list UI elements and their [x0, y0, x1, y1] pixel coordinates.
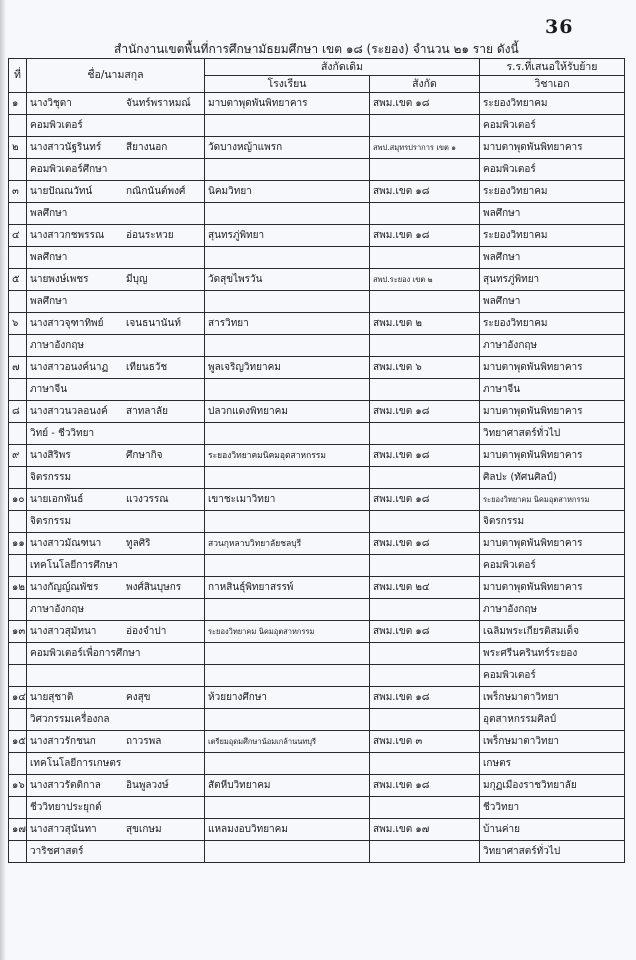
table-row [9, 577, 625, 599]
origin-school: ระยองวิทยาคมนิคมอุตสาหกรรม [205, 445, 370, 467]
surname: ถาวรพล [126, 735, 162, 747]
header-subject: วิชาเอก [480, 76, 625, 93]
page-number: 36 [545, 16, 574, 38]
table-row-subject [9, 797, 625, 819]
first-name: นางสาวรักชนก [30, 735, 96, 747]
empty-cell [370, 709, 480, 731]
empty-cell [370, 665, 480, 687]
proposed-subject: ภาษาจีน [480, 379, 625, 401]
first-name: นางสาวมัณฑนา [30, 537, 102, 549]
origin-school: ห้วยยางศึกษา [205, 687, 370, 709]
teacher-name [27, 93, 205, 115]
first-name: นางสาวรัตติกาล [30, 779, 101, 791]
origin-school: เตรียมอุดมศึกษาน้อมเกล้านนทบุรี [205, 731, 370, 753]
table-row-subject [9, 379, 625, 401]
table-row-subject [9, 709, 625, 731]
empty-cell [205, 379, 370, 401]
teacher-name [27, 687, 205, 709]
surname: แวงวรรณ [126, 493, 169, 505]
origin-school: กาหสินธุ์พิทยาสรรพ์ [205, 577, 370, 599]
empty-cell [205, 555, 370, 577]
row-number: ๑๗ [9, 819, 27, 841]
original-subject: คอมพิวเตอร์เพื่อการศึกษา [27, 643, 205, 665]
table-row [9, 621, 625, 643]
teacher-name [27, 181, 205, 203]
proposed-school: ระยองวิทยาคม [480, 181, 625, 203]
table-row-subject [9, 203, 625, 225]
teacher-name [27, 401, 205, 423]
proposed-subject: คอมพิวเตอร์ [480, 555, 625, 577]
row-number-empty [9, 709, 27, 731]
empty-cell [370, 423, 480, 445]
table-row [9, 687, 625, 709]
empty-cell [370, 467, 480, 489]
first-name: นายสุชาติ [30, 691, 74, 703]
proposed-subject: วิทยาศาสตร์ทั่วไป [480, 841, 625, 863]
row-number: ๑๐ [9, 489, 27, 511]
origin-school: มาบตาพุดพันพิทยาคาร [205, 93, 370, 115]
header-school: โรงเรียน [205, 76, 370, 93]
row-number-empty [9, 203, 27, 225]
table-row-subject [9, 115, 625, 137]
row-number-empty [9, 665, 27, 687]
row-number-empty [9, 379, 27, 401]
row-number-empty [9, 797, 27, 819]
table-row-subject [9, 423, 625, 445]
row-number-empty [9, 423, 27, 445]
original-subject: คอมพิวเตอร์ศึกษา [27, 159, 205, 181]
table-row [9, 445, 625, 467]
teacher-name [27, 775, 205, 797]
roster-body [9, 93, 625, 863]
empty-cell [370, 115, 480, 137]
transfer-roster-table [8, 58, 625, 863]
row-number: ๖ [9, 313, 27, 335]
table-row [9, 489, 625, 511]
surname: สียางนอก [126, 141, 168, 153]
table-row [9, 401, 625, 423]
empty-cell [370, 599, 480, 621]
row-number-empty [9, 753, 27, 775]
first-name: นางสิริพร [30, 449, 71, 461]
table-row-subject [9, 159, 625, 181]
table-row [9, 313, 625, 335]
proposed-school: มกุฏเมืองราชวิทยาลัย [480, 775, 625, 797]
row-number-empty [9, 291, 27, 313]
original-subject: เทคโนโลยีการเกษตร [27, 753, 205, 775]
page-title: สำนักงานเขตพื้นที่การศึกษามัธยมศึกษา เขต ๑๘ (ระยอง) จำนวน ๒๑ ราย ดังนี้ [114, 42, 519, 56]
origin-affiliation: สพม.เขต ๑๘ [370, 775, 480, 797]
origin-affiliation: สพม.เขต ๒๔ [370, 577, 480, 599]
original-subject: คอมพิวเตอร์ [27, 115, 205, 137]
empty-cell [370, 841, 480, 863]
surname: ทูลศิริ [126, 537, 151, 549]
surname: อ่อนระหวย [126, 229, 174, 241]
first-name: นางสาวนวลอนงค์ [30, 405, 108, 417]
row-number: ๘ [9, 401, 27, 423]
empty-cell [205, 115, 370, 137]
empty-cell [370, 797, 480, 819]
empty-cell [370, 247, 480, 269]
origin-affiliation: สพม.เขต ๑๘ [370, 533, 480, 555]
table-row-subject [9, 841, 625, 863]
header-proposed: ร.ร.ที่เสนอให้รับย้าย [480, 59, 625, 76]
table-row-subject [9, 335, 625, 357]
surname: มีบุญ [126, 273, 148, 285]
empty-cell [370, 555, 480, 577]
row-number-empty [9, 115, 27, 137]
teacher-name [27, 357, 205, 379]
origin-school: วัดบางหญ้าแพรก [205, 137, 370, 159]
empty-cell [205, 665, 370, 687]
surname: เทียนธวัช [126, 361, 168, 373]
row-number: ๓ [9, 181, 27, 203]
origin-affiliation: สพม.เขต ๑๘ [370, 445, 480, 467]
table-row [9, 731, 625, 753]
teacher-name [27, 577, 205, 599]
row-number-empty [9, 159, 27, 181]
proposed-subject: ชีววิทยา [480, 797, 625, 819]
teacher-name [27, 819, 205, 841]
row-number: ๑๕ [9, 731, 27, 753]
first-name: นางกัญญ์ณพัชร [30, 581, 99, 593]
original-subject: พลศึกษา [27, 203, 205, 225]
row-number: ๑๑ [9, 533, 27, 555]
origin-school: เขาชะเมาวิทยา [205, 489, 370, 511]
original-subject: วิทย์ - ชีววิทยา [27, 423, 205, 445]
table-row [9, 137, 625, 159]
header-num: ที่ [9, 59, 27, 93]
proposed-subject: พลศึกษา [480, 291, 625, 313]
origin-affiliation: สพม.เขต ๓ [370, 731, 480, 753]
first-name: นางสาวนัฐรินทร์ [30, 141, 102, 153]
origin-affiliation: สพม.เขต ๑๘ [370, 401, 480, 423]
row-number-empty [9, 599, 27, 621]
original-subject: วาริชศาสตร์ [27, 841, 205, 863]
original-subject: ภาษาอังกฤษ [27, 599, 205, 621]
surname: ศึกษากิจ [126, 449, 163, 461]
row-number-empty [9, 511, 27, 533]
row-number-empty [9, 335, 27, 357]
original-subject: เทคโนโลยีการศึกษา [27, 555, 205, 577]
row-number: ๑๖ [9, 775, 27, 797]
table-row-subject [9, 665, 625, 687]
header-origin: สังกัดเดิม [205, 59, 480, 76]
origin-school: ปลวกแดงพิทยาคม [205, 401, 370, 423]
first-name: นางวิชุดา [30, 97, 72, 109]
origin-school: สัตหีบวิทยาคม [205, 775, 370, 797]
proposed-school: มาบตาพุดพันพิทยาคาร [480, 357, 625, 379]
proposed-subject: จิตรกรรม [480, 511, 625, 533]
teacher-name [27, 269, 205, 291]
empty-cell [205, 335, 370, 357]
original-subject: จิตรกรรม [27, 467, 205, 489]
table-row [9, 269, 625, 291]
original-subject: ภาษาจีน [27, 379, 205, 401]
empty-cell [370, 511, 480, 533]
header-name: ชื่อ/นามสกุล [27, 59, 205, 93]
proposed-subject: คอมพิวเตอร์ [480, 665, 625, 687]
empty-cell [205, 841, 370, 863]
empty-cell [370, 753, 480, 775]
first-name: นางสาวจุฑาทิพย์ [30, 317, 104, 329]
proposed-subject: ศิลปะ (ทัศนศิลป์) [480, 467, 625, 489]
empty-cell [370, 203, 480, 225]
table-row-subject [9, 247, 625, 269]
table-row-continuation [9, 643, 625, 665]
first-name: นางสาวสุนันทา [30, 823, 97, 835]
first-name: นายปัณณวัทน์ [30, 185, 93, 197]
proposed-school: เพร็กษมาตาวิทยา [480, 687, 625, 709]
teacher-name [27, 731, 205, 753]
origin-affiliation: สพม.เขต ๒ [370, 313, 480, 335]
proposed-school: ระยองวิทยาคม [480, 225, 625, 247]
surname: คงสุข [126, 691, 151, 703]
teacher-name [27, 137, 205, 159]
original-subject: ภาษาอังกฤษ [27, 335, 205, 357]
surname: สาทลาลัย [126, 405, 169, 417]
surname: สุขเกษม [126, 823, 162, 835]
table-row-subject [9, 555, 625, 577]
surname: อินพูลวงษ์ [126, 779, 169, 791]
table-row [9, 225, 625, 247]
origin-affiliation: สพม.เขต ๑๘ [370, 93, 480, 115]
row-number: ๙ [9, 445, 27, 467]
row-number: ๕ [9, 269, 27, 291]
empty-cell [370, 159, 480, 181]
origin-affiliation: สพม.เขต ๑๘ [370, 181, 480, 203]
row-number-empty [9, 841, 27, 863]
surname: เจนธนานันท์ [126, 317, 181, 329]
first-name: นางสาวกชพรรณ [30, 229, 105, 241]
origin-school: ระยองวิทยาคม นิคมอุตสาหกรรม [205, 621, 370, 643]
origin-school: วัดสุขไพรวัน [205, 269, 370, 291]
proposed-school: เฉลิมพระเกียรติสมเด็จ [480, 621, 625, 643]
table-row [9, 93, 625, 115]
empty-cell [205, 423, 370, 445]
row-number-empty [9, 643, 27, 665]
empty-cell [205, 291, 370, 313]
empty-cell [205, 467, 370, 489]
origin-affiliation: สพป.ระยอง เขต ๒ [370, 269, 480, 291]
proposed-school: ระยองวิทยาคม [480, 313, 625, 335]
table-row-subject [9, 599, 625, 621]
origin-affiliation: สพป.สมุทรปราการ เขต ๑ [370, 137, 480, 159]
original-subject: จิตรกรรม [27, 511, 205, 533]
table-row-subject [9, 291, 625, 313]
origin-affiliation: สพม.เขต ๑๘ [370, 225, 480, 247]
empty-cell [370, 335, 480, 357]
empty-cell [370, 291, 480, 313]
surname: อ่องจำปา [126, 625, 167, 637]
origin-school: สวนกุหลาบวิทยาลัยชลบุรี [205, 533, 370, 555]
empty-cell [205, 753, 370, 775]
empty-cell [370, 643, 480, 665]
page-shadow-edge [0, 0, 6, 960]
teacher-name [27, 489, 205, 511]
teacher-name [27, 621, 205, 643]
row-number: ๒ [9, 137, 27, 159]
origin-affiliation: สพม.เขต ๖ [370, 357, 480, 379]
row-number: ๔ [9, 225, 27, 247]
origin-school: สุนทรภู่พิทยา [205, 225, 370, 247]
origin-affiliation: สพม.เขต ๑๘ [370, 489, 480, 511]
header-affiliation: สังกัด [370, 76, 480, 93]
empty-cell [205, 599, 370, 621]
proposed-school: ระยองวิทยาคม [480, 93, 625, 115]
original-subject: วิศวกรรมเครื่องกล [27, 709, 205, 731]
empty-cell [205, 797, 370, 819]
row-number-empty [9, 247, 27, 269]
surname: พงศ์สินบุษกร [126, 581, 182, 593]
proposed-subject: พลศึกษา [480, 247, 625, 269]
proposed-school: ระยองวิทยาคม นิคมอุตสาหกรรม [480, 489, 625, 511]
origin-school: นิคมวิทยา [205, 181, 370, 203]
proposed-subject: ภาษาอังกฤษ [480, 599, 625, 621]
table-row [9, 775, 625, 797]
original-subject: ชีววิทยาประยุกต์ [27, 797, 205, 819]
original-subject: พลศึกษา [27, 247, 205, 269]
empty-cell [205, 159, 370, 181]
empty-cell [205, 247, 370, 269]
teacher-name [27, 533, 205, 555]
teacher-name [27, 445, 205, 467]
origin-school: พูลเจริญวิทยาคม [205, 357, 370, 379]
proposed-subject: วิทยาศาสตร์ทั่วไป [480, 423, 625, 445]
proposed-school: มาบตาพุดพันพิทยาคาร [480, 137, 625, 159]
first-name: นางสาวอนงค์นาฏ [30, 361, 109, 373]
table-row-subject [9, 511, 625, 533]
proposed-school: สุนทรภู่พิทยา [480, 269, 625, 291]
table-row [9, 819, 625, 841]
empty-cell [205, 709, 370, 731]
empty-cell [205, 203, 370, 225]
proposed-subject: ภาษาอังกฤษ [480, 335, 625, 357]
empty-cell [27, 665, 205, 687]
empty-cell [370, 379, 480, 401]
proposed-school: มาบตาพุดพันพิทยาคาร [480, 445, 625, 467]
proposed-school: มาบตาพุดพันพิทยาคาร [480, 533, 625, 555]
table-row [9, 533, 625, 555]
row-number: ๗ [9, 357, 27, 379]
first-name: นายพงษ์เพชร [30, 273, 89, 285]
table-row-subject [9, 753, 625, 775]
first-name: นายเอกพันธ์ [30, 493, 84, 505]
origin-affiliation: สพม.เขต ๑๘ [370, 621, 480, 643]
row-number: ๑๓ [9, 621, 27, 643]
proposed-school: บ้านค่าย [480, 819, 625, 841]
origin-affiliation: สพม.เขต ๑๘ [370, 687, 480, 709]
empty-cell [205, 511, 370, 533]
proposed-school: มาบตาพุดพันพิทยาคาร [480, 577, 625, 599]
teacher-name [27, 225, 205, 247]
first-name: นางสาวสุมัทนา [30, 625, 97, 637]
proposed-school-cont: พระศรีนครินทร์ระยอง [480, 643, 625, 665]
row-number: ๑๒ [9, 577, 27, 599]
proposed-school: เพร็กษมาตาวิทยา [480, 731, 625, 753]
table-row [9, 181, 625, 203]
original-subject: พลศึกษา [27, 291, 205, 313]
row-number-empty [9, 555, 27, 577]
empty-cell [205, 643, 370, 665]
table-row [9, 357, 625, 379]
table-row-subject [9, 467, 625, 489]
row-number: ๑๔ [9, 687, 27, 709]
row-number-empty [9, 467, 27, 489]
proposed-subject: อุตสาหกรรมศิลป์ [480, 709, 625, 731]
proposed-subject: เกษตร [480, 753, 625, 775]
origin-school: แหลมงอบวิทยาคม [205, 819, 370, 841]
surname: จันทร์พราหมณ์ [126, 97, 191, 109]
surname: กณิกนันต์พงศ์ [126, 185, 186, 197]
proposed-subject: คอมพิวเตอร์ [480, 159, 625, 181]
origin-school: สารวิทยา [205, 313, 370, 335]
proposed-subject: คอมพิวเตอร์ [480, 115, 625, 137]
proposed-subject: พลศึกษา [480, 203, 625, 225]
row-number: ๑ [9, 93, 27, 115]
proposed-school: มาบตาพุดพันพิทยาคาร [480, 401, 625, 423]
teacher-name [27, 313, 205, 335]
origin-affiliation: สพม.เขต ๑๗ [370, 819, 480, 841]
